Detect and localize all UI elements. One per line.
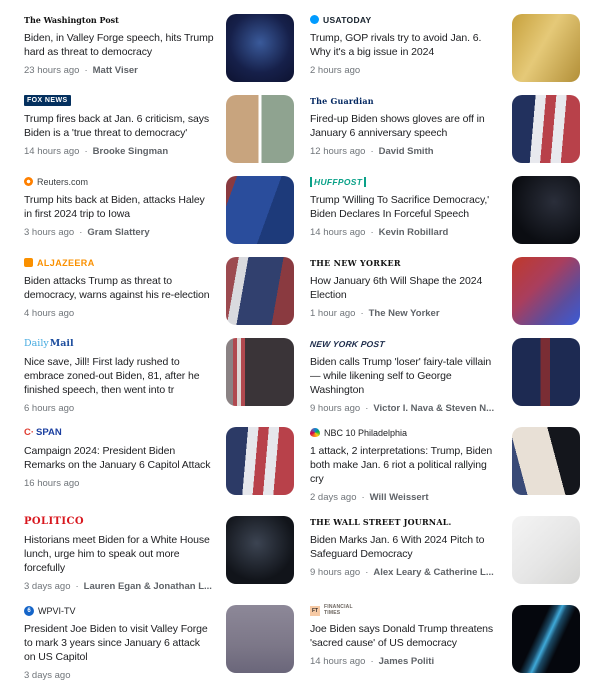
article-text xyxy=(310,257,500,319)
article-thumbnail[interactable] xyxy=(512,257,580,325)
news-article[interactable] xyxy=(310,176,580,244)
article-thumbnail[interactable] xyxy=(226,516,294,584)
news-article[interactable] xyxy=(24,176,294,244)
source-name: The Guardian xyxy=(310,95,374,106)
aljazeera-square-icon xyxy=(24,258,33,267)
author-link[interactable]: Alex Leary & Catherine L... xyxy=(373,567,494,578)
timestamp: 3 hours ago xyxy=(24,227,75,238)
timestamp: 3 days ago xyxy=(24,670,71,681)
article-meta xyxy=(310,492,500,503)
article-headline[interactable]: Joe Biden says Donald Trump threatens 'sacred cause' of US democracy xyxy=(310,623,494,649)
source-row[interactable] xyxy=(310,427,500,438)
news-article[interactable] xyxy=(310,257,580,325)
source-name: HUFFPOST xyxy=(310,177,366,187)
source-row[interactable] xyxy=(310,14,500,25)
meta-separator: · xyxy=(365,567,369,578)
article-meta xyxy=(310,403,500,414)
source-row[interactable] xyxy=(310,605,500,616)
article-headline[interactable]: Nice save, Jill! First lady rushed to embrace zoned-out Biden, 81, after he finished speech, then went into tr xyxy=(24,356,200,396)
author-link[interactable]: Will Weissert xyxy=(369,492,429,503)
timestamp: 23 hours ago xyxy=(24,65,80,76)
source-name: Reuters.com xyxy=(37,176,89,187)
article-thumbnail[interactable] xyxy=(512,176,580,244)
news-article[interactable] xyxy=(310,605,580,681)
timestamp: 14 hours ago xyxy=(310,656,366,667)
author-link[interactable]: David Smith xyxy=(378,146,434,157)
meta-separator: · xyxy=(84,146,88,157)
article-meta xyxy=(310,227,500,238)
news-article[interactable] xyxy=(310,338,580,414)
news-article[interactable] xyxy=(310,516,580,592)
meta-separator: · xyxy=(361,492,365,503)
article-headline[interactable]: Biden, in Valley Forge speech, hits Trump hard as threat to democracy xyxy=(24,32,214,58)
author-link[interactable]: Matt Viser xyxy=(92,65,138,76)
ft-square-icon: FT xyxy=(311,607,319,614)
article-meta xyxy=(24,308,214,319)
article-thumbnail[interactable] xyxy=(226,176,294,244)
source-row[interactable] xyxy=(310,95,500,106)
source-name: FINANCIAL TIMES xyxy=(324,604,353,616)
source-name: THE NEW YORKER xyxy=(310,257,401,268)
article-thumbnail[interactable] xyxy=(512,14,580,82)
meta-separator: · xyxy=(84,65,88,76)
meta-separator: · xyxy=(360,308,364,319)
article-text xyxy=(24,516,214,592)
source-row[interactable] xyxy=(310,176,500,187)
source-row[interactable] xyxy=(24,95,214,106)
source-name-2: Mail xyxy=(49,338,74,349)
article-meta xyxy=(310,567,500,578)
source-name: C· xyxy=(24,427,35,438)
article-headline[interactable]: President Joe Biden to visit Valley Forge to mark 3 years since January 6 attack on US Capitol xyxy=(24,623,208,663)
source-name: THE WALL STREET JOURNAL. xyxy=(310,516,452,527)
article-thumbnail[interactable] xyxy=(512,427,580,495)
meta-separator: · xyxy=(365,403,369,414)
article-headline[interactable]: Campaign 2024: President Biden Remarks on the January 6 Capitol Attack xyxy=(24,445,211,471)
source-row[interactable] xyxy=(24,257,214,268)
source-row[interactable] xyxy=(24,605,214,616)
source-row[interactable] xyxy=(24,338,214,349)
source-name: NBC 10 Philadelphia xyxy=(324,427,408,438)
article-meta xyxy=(310,65,500,76)
article-thumbnail[interactable] xyxy=(226,605,294,673)
news-article[interactable] xyxy=(24,605,294,681)
source-name: POLITICO xyxy=(24,516,84,527)
article-headline[interactable]: Trump fires back at Jan. 6 criticism, says Biden is a 'true threat to democracy' xyxy=(24,113,210,139)
article-thumbnail[interactable] xyxy=(226,14,294,82)
article-headline[interactable]: Biden calls Trump 'loser' fairy-tale villain — while likening self to George Washington xyxy=(310,356,492,396)
author-link[interactable]: Lauren Egan & Jonathan L... xyxy=(83,581,212,592)
source-name: USATODAY xyxy=(323,14,372,25)
timestamp: 9 hours ago xyxy=(310,403,361,414)
article-meta xyxy=(24,581,214,592)
article-thumbnail[interactable] xyxy=(512,516,580,584)
source-row[interactable] xyxy=(310,338,500,349)
source-row[interactable] xyxy=(24,427,214,438)
source-name: Daily xyxy=(24,338,49,349)
news-article[interactable] xyxy=(24,427,294,503)
timestamp: 9 hours ago xyxy=(310,567,361,578)
article-meta xyxy=(310,146,500,157)
timestamp: 2 hours ago xyxy=(310,65,361,76)
article-text xyxy=(310,14,500,76)
timestamp: 1 hour ago xyxy=(310,308,356,319)
article-text xyxy=(24,257,214,319)
author-link[interactable]: James Politi xyxy=(378,656,435,667)
meta-separator: · xyxy=(370,227,374,238)
source-name: The Washington Post xyxy=(24,14,119,25)
article-text xyxy=(24,14,214,76)
article-text xyxy=(24,95,214,157)
author-link[interactable]: The New Yorker xyxy=(368,308,440,319)
news-article[interactable] xyxy=(310,14,580,82)
source-row[interactable] xyxy=(310,257,500,268)
author-link[interactable]: Gram Slattery xyxy=(87,227,150,238)
article-headline[interactable]: 1 attack, 2 interpretations: Trump, Biden both make Jan. 6 riot a political rallying cry xyxy=(310,445,493,485)
news-article[interactable] xyxy=(24,257,294,325)
source-name: NEW YORK POST xyxy=(309,338,386,349)
article-text xyxy=(310,605,500,667)
source-name: FOX NEWS xyxy=(24,95,71,106)
article-thumbnail[interactable] xyxy=(226,338,294,406)
nbc-peacock-icon xyxy=(310,428,320,437)
source-name: WPVI-TV xyxy=(38,605,76,616)
news-article[interactable] xyxy=(24,516,294,592)
article-text xyxy=(310,516,500,578)
article-text xyxy=(310,176,500,238)
reuters-globe-icon xyxy=(24,177,33,186)
article-meta xyxy=(24,670,214,681)
article-meta xyxy=(24,65,214,76)
timestamp: 16 hours ago xyxy=(24,478,80,489)
article-meta xyxy=(24,146,214,157)
source-row[interactable] xyxy=(24,516,214,527)
article-meta xyxy=(24,227,214,238)
article-text xyxy=(24,427,214,489)
article-meta xyxy=(310,656,500,667)
article-headline[interactable]: Biden attacks Trump as threat to democracy, warns against his re-election xyxy=(24,275,210,301)
article-headline[interactable]: Trump, GOP rivals try to avoid Jan. 6. Why it's a big issue in 2024 xyxy=(310,32,482,58)
article-thumbnail[interactable] xyxy=(512,605,580,673)
source-name-2: SPAN xyxy=(36,427,62,438)
timestamp: 3 days ago xyxy=(24,581,71,592)
article-text xyxy=(310,338,500,414)
article-thumbnail[interactable] xyxy=(512,95,580,163)
author-link[interactable]: Kevin Robillard xyxy=(378,227,449,238)
author-link[interactable]: Brooke Singman xyxy=(92,146,169,157)
usatoday-circle-icon xyxy=(310,15,319,24)
article-meta xyxy=(24,478,214,489)
source-name: ALJAZEERA xyxy=(37,257,95,268)
source-row[interactable] xyxy=(24,14,214,25)
news-article[interactable] xyxy=(24,95,294,163)
article-text xyxy=(24,605,214,681)
source-row[interactable] xyxy=(24,176,214,187)
article-thumbnail[interactable] xyxy=(226,427,294,495)
timestamp: 2 days ago xyxy=(310,492,357,503)
news-article[interactable] xyxy=(24,338,294,414)
article-headline[interactable]: Trump 'Willing To Sacrifice Democracy,' Biden Declares In Forceful Speech xyxy=(310,194,490,220)
article-text xyxy=(24,176,214,238)
article-headline[interactable]: How January 6th Will Shape the 2024 Election xyxy=(310,275,483,301)
article-text xyxy=(310,427,500,503)
article-thumbnail[interactable] xyxy=(226,95,294,163)
timestamp: 4 hours ago xyxy=(24,308,75,319)
article-headline[interactable]: Historians meet Biden for a White House lunch, urge him to speak out more forcefully xyxy=(24,534,210,574)
wpvi-circle6-icon: 6 xyxy=(24,606,34,616)
article-text xyxy=(310,95,500,157)
news-article[interactable] xyxy=(24,14,294,82)
news-article[interactable] xyxy=(310,427,580,503)
article-headline[interactable]: Fired-up Biden shows gloves are off in January 6 anniversary speech xyxy=(310,113,485,139)
article-thumbnail[interactable] xyxy=(226,257,294,325)
author-link[interactable]: Victor I. Nava & Steven N... xyxy=(373,403,495,414)
meta-separator: · xyxy=(370,656,374,667)
article-headline[interactable]: Trump hits back at Biden, attacks Haley in first 2024 trip to Iowa xyxy=(24,194,205,220)
meta-separator: · xyxy=(79,227,83,238)
article-meta xyxy=(310,308,500,319)
article-meta xyxy=(24,403,214,414)
source-row[interactable] xyxy=(310,516,500,527)
meta-separator: · xyxy=(370,146,374,157)
article-text xyxy=(24,338,214,414)
timestamp: 14 hours ago xyxy=(24,146,80,157)
timestamp: 12 hours ago xyxy=(310,146,366,157)
meta-separator: · xyxy=(75,581,79,592)
news-article[interactable] xyxy=(310,95,580,163)
article-thumbnail[interactable] xyxy=(512,338,580,406)
timestamp: 14 hours ago xyxy=(310,227,366,238)
timestamp: 6 hours ago xyxy=(24,403,75,414)
article-headline[interactable]: Biden Marks Jan. 6 With 2024 Pitch to Safeguard Democracy xyxy=(310,534,485,560)
